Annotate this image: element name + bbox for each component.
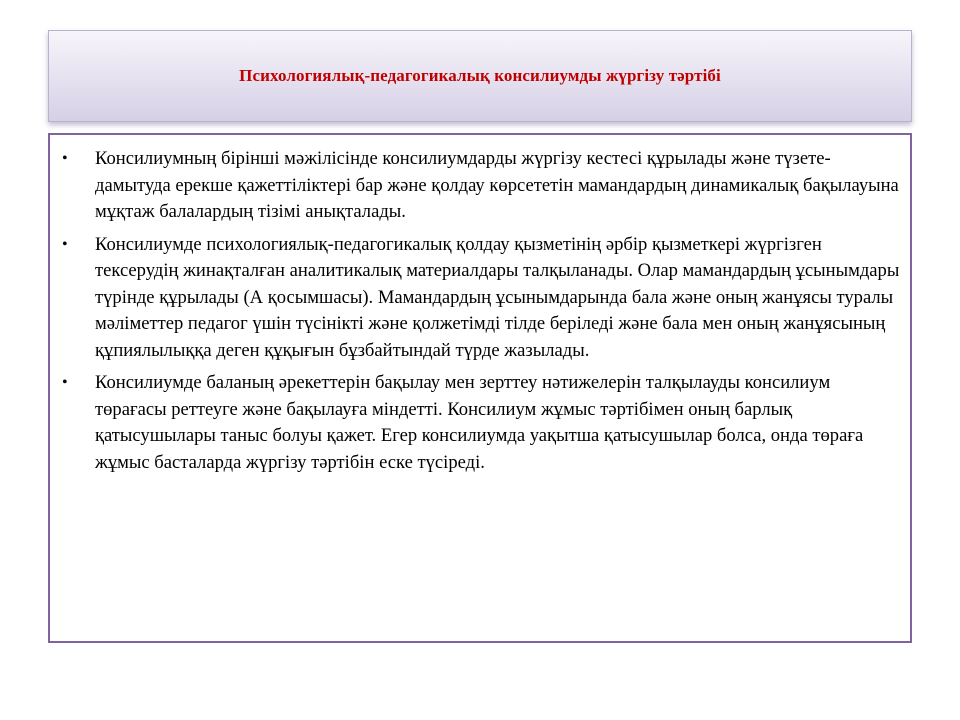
bullet-item-2 bbox=[62, 232, 900, 365]
bullet-text-1: Консилиумның бірінші мәжілісінде консилиумдарды жүргізу кестесі құрылады және түзете-дамытуда ерекше қажеттіліктері бар және қолдау көрсететін мамандардың динамикалық бақылауына мұқтаж балалардың тізімі анықталады. bbox=[95, 148, 899, 222]
bullet-list bbox=[62, 146, 900, 476]
bullet-icon: • bbox=[62, 235, 68, 253]
bullet-item-3 bbox=[62, 370, 900, 476]
content-frame bbox=[48, 133, 912, 643]
slide-title: Психологиялық-педагогикалық консилиумды жүргізу тәртібі bbox=[239, 66, 721, 85]
bullet-icon: • bbox=[62, 374, 68, 391]
bullet-item-1 bbox=[62, 146, 900, 226]
bullet-text-2: Консилиумде психологиялық-педагогикалық қолдау қызметінің әрбір қызметкері жүргізген тексерудің жинақталған аналитикалық материалдары талқыланады. Олар мамандардың ұсынымдары түрінде құрылады (А қосымшасы). Мамандардың ұсынымдарында бала және оның жанұясы туралы мәліметтер педагог үшін түсінікті және қолжетімді тілде беріледі және бала мен оның жанұясының құпиялылыққа деген құқығын бұзбайтындай түрде жазылады. bbox=[95, 233, 900, 361]
title-banner bbox=[48, 30, 912, 122]
bullet-text-3: Консилиумде баланың әрекеттерін бақылау мен зерттеу нәтижелерін талқылауды консилиум төрағасы реттеуге және бақылауға міндетті. Консилиум жұмыс тәртібімен оның барлық қатысушылары таныс болуы қажет. Егер консилиумда уақытша қатысушылар болса, онда төраға жұмыс басталарда жүргізу тәртібін еске түсіреді. bbox=[95, 372, 864, 473]
bullet-icon: • bbox=[62, 150, 68, 167]
